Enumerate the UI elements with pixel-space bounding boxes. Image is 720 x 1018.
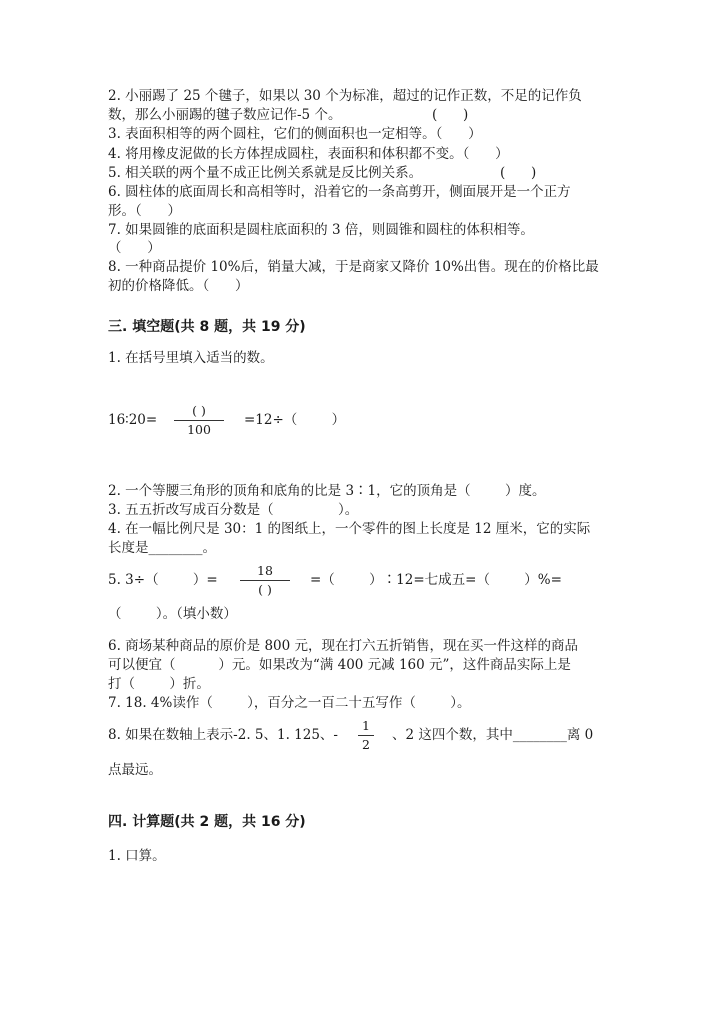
question-text: 点最远。 — [108, 762, 162, 778]
question-text: 6. 圆柱体的底面周长和高相等时，沿着它的一条高剪开，侧面展开是一个正方 — [108, 184, 571, 200]
fraction-denominator: ( ) — [258, 582, 272, 597]
answer-blank: ( ) — [432, 107, 469, 123]
section-heading: 三. 填空题(共 8 题，共 19 分) — [108, 319, 306, 335]
question-text: 形。（ ） — [108, 203, 181, 219]
question-text: 可以便宜（ ）元。如果改为“满 400 元减 160 元”，这件商品实际上是 — [108, 657, 571, 673]
fraction-bar — [240, 580, 290, 581]
question-text: 长度是________。 — [108, 540, 216, 556]
equation-left: 16∶20= — [108, 412, 158, 428]
equation-right: =（ ）∶12=七成五=（ ）%= — [310, 572, 562, 588]
fraction — [358, 718, 374, 753]
answer-blank: ( ) — [500, 165, 537, 181]
question-text: 1. 在括号里填入适当的数。 — [108, 350, 274, 366]
question-text: 数，那么小丽踢的毽子数应记作-5 个。 — [108, 107, 342, 123]
question-text: 4. 在一幅比例尺是 30：1 的图纸上，一个零件的图上长度是 12 厘米，它的实际 — [108, 521, 591, 537]
question-text: 3. 表面积相等的两个圆柱，它们的侧面积也一定相等。（ ） — [108, 126, 482, 142]
question-text: 5. 相关联的两个量不成正比例关系就是反比例关系。 — [108, 165, 423, 181]
question-text: 2. 小丽踢了 25 个毽子，如果以 30 个为标准，超过的记作正数，不足的记作负 — [108, 88, 582, 104]
question-text: 1. 口算。 — [108, 848, 166, 864]
equation-right: =12÷（ ） — [244, 412, 346, 428]
equation-left: 8. 如果在数轴上表示-2. 5、1. 125、- — [108, 727, 338, 743]
equation-left: 5. 3÷（ ）= — [108, 572, 218, 588]
fraction-bar — [174, 420, 224, 421]
fraction-denominator: 2 — [362, 737, 370, 752]
question-text: （ ）。（填小数） — [108, 606, 237, 622]
question-text: 7. 如果圆锥的底面积是圆柱底面积的 3 倍，则圆锥和圆柱的体积相等。 — [108, 222, 534, 238]
question-text: 4. 将用橡皮泥做的长方体捏成圆柱，表面积和体积都不变。（ ） — [108, 146, 509, 162]
question-text: （ ） — [108, 240, 161, 256]
question-text: 6. 商场某种商品的原价是 800 元，现在打六五折销售，现在买一件这样的商品 — [108, 638, 579, 654]
fraction-numerator: 1 — [362, 718, 370, 733]
question-text: 7. 18. 4%读作（ ），百分之一百二十五写作（ ）。 — [108, 695, 471, 711]
fraction-numerator: ( ) — [192, 403, 206, 418]
fraction-denominator: 100 — [187, 422, 211, 437]
question-text: 初的价格降低。（ ） — [108, 278, 249, 294]
fraction — [240, 563, 290, 598]
fraction-numerator: 18 — [257, 563, 273, 578]
section-heading: 四. 计算题(共 2 题，共 16 分) — [108, 814, 306, 830]
question-text: 2. 一个等腰三角形的顶角和底角的比是 3∶1，它的顶角是（ ）度。 — [108, 483, 546, 499]
question-text: 8. 一种商品提价 10%后，销量大减，于是商家又降价 10%出售。现在的价格比最 — [108, 259, 599, 275]
equation-right: 、2 这四个数，其中________离 0 — [392, 727, 594, 743]
question-text: 打（ ）折。 — [108, 676, 210, 692]
fraction — [174, 403, 224, 438]
fraction-bar — [358, 735, 374, 736]
question-text: 3. 五五折改写成百分数是（ ）。 — [108, 502, 359, 518]
